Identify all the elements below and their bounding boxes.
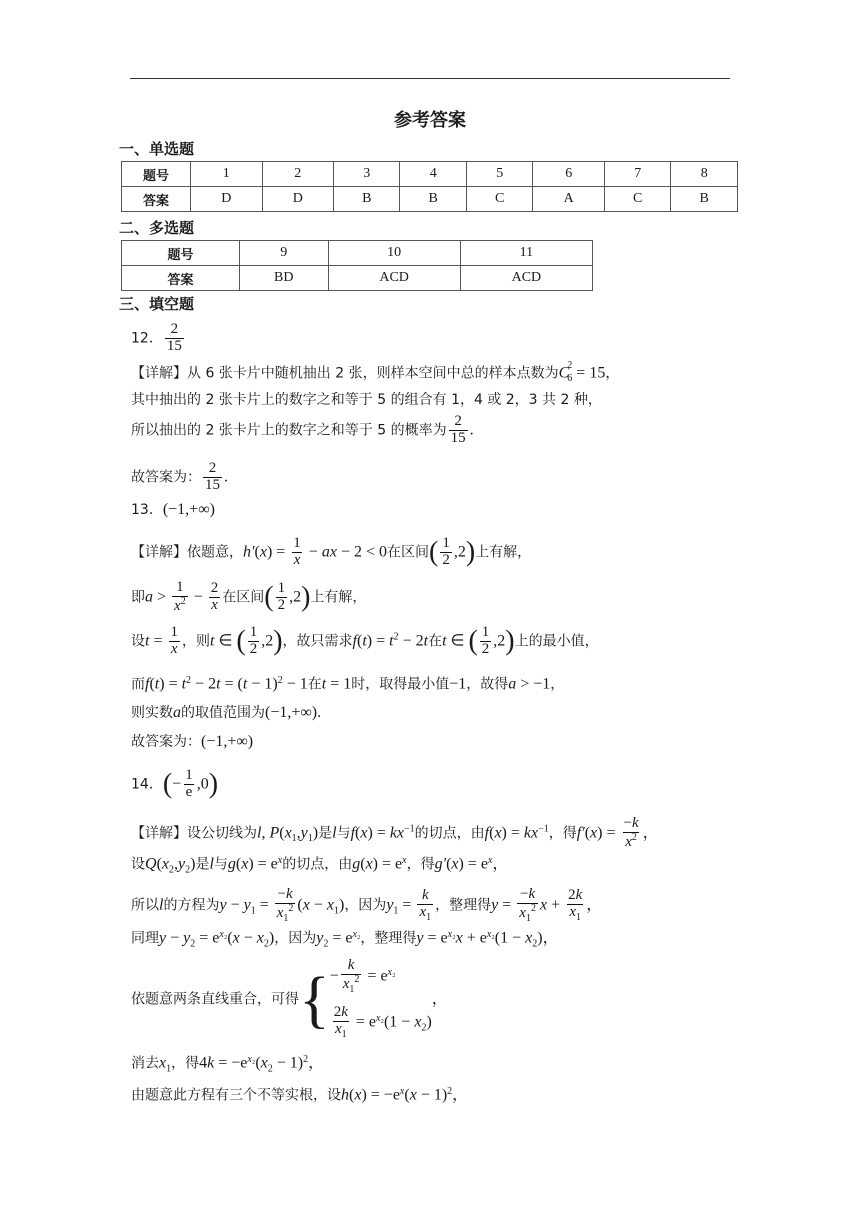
table-cell: C xyxy=(466,187,532,212)
q13-detail-line-2: 即a > $\frac{1}{x^2}$ − $\frac{2}{x}$ 在区间( $\frac{1}{2}$ ,2)上有解， xyxy=(131,579,367,614)
table-row xyxy=(122,187,738,212)
q13-detail-line-4: 而$f(t) = t^2 - 2t = (t - 1)^2 - 1$在t = 1时，取得最小值−1，故得a > −1， xyxy=(131,675,565,693)
table-cell: ACD xyxy=(328,266,460,291)
table-cell: 5 xyxy=(466,162,532,187)
question-number: 13． xyxy=(131,502,163,518)
table-cell: 11 xyxy=(460,241,592,266)
table-cell: C xyxy=(604,187,670,212)
table-cell: 2 xyxy=(262,162,334,187)
table-cell: 7 xyxy=(604,162,670,187)
q13-detail-line-5: 则实数a的取值范围为(−1,+∞). xyxy=(131,704,322,721)
q14-detail-line-7: 由题意此方程有三个不等实根，设$h(x) = -e^x(x - 1)^2$， xyxy=(131,1086,469,1104)
table-cell: 题号 xyxy=(122,241,240,266)
table-cell: B xyxy=(334,187,400,212)
table-row xyxy=(122,241,593,266)
table-row xyxy=(122,266,593,291)
single-choice-table xyxy=(121,161,738,212)
q14-detail-line-2: 设$Q(x_2,y_2)$是l与$g(x) = e^x$的切点，由$g(x) = e^x$，得$g'(x) = e^x$， xyxy=(131,855,509,876)
section-multiple-choice: 二、多选题 xyxy=(119,219,195,237)
q12-answer-line: 故答案为： $\frac{2}{15}$ . xyxy=(131,460,228,493)
page-title: 参考答案 xyxy=(394,110,466,131)
table-cell: 4 xyxy=(400,162,466,187)
table-cell: 8 xyxy=(671,162,738,187)
table-cell: 6 xyxy=(533,162,605,187)
table-cell: A xyxy=(533,187,605,212)
q12-detail-line-3: 所以抽出的 2 张卡片上的数字之和等于 5 的概率为 $\frac{2}{15}$ . xyxy=(131,413,474,446)
table-cell: ACD xyxy=(460,266,592,291)
q12-detail-line-1: 【详解】从 6 张卡片中随机抽出 2 张，则样本空间中总的样本点数为$C_6^2 = 15$， xyxy=(131,360,620,385)
table-cell: B xyxy=(671,187,738,212)
table-cell: 3 xyxy=(334,162,400,187)
q14-detail-line-5: 依题意两条直线重合，可得{ − $\frac{k}{x_1^2}$ = $e^{x_2}$ $\frac{2k}{x_1}$ = $e^{x_2}(1 - x_2)$ ， xyxy=(131,957,448,1040)
table-cell: 9 xyxy=(240,241,329,266)
table-cell: 1 xyxy=(191,162,263,187)
q14-detail-line-4: 同理$y - y_2 = e^{x_2}(x - x_2)$，因为$y_2 = e^{x_2}$，整理得$y = e^{x_2}x + e^{x_2}(1 - x_2)$， xyxy=(131,929,559,950)
table-cell: B xyxy=(400,187,466,212)
q14-detail-line-6: 消去$x_1$，得$4k = -e^{x_2}(x_2 - 1)^2$， xyxy=(131,1054,325,1075)
table-cell: 答案 xyxy=(122,187,191,212)
multiple-choice-table xyxy=(121,240,593,291)
section-single-choice: 一、单选题 xyxy=(119,140,195,158)
table-cell: D xyxy=(262,187,334,212)
table-cell: 题号 xyxy=(122,162,191,187)
table-cell: D xyxy=(191,187,263,212)
table-cell: 10 xyxy=(328,241,460,266)
q13-answer: 13．(−1,+∞) xyxy=(131,501,215,518)
section-fill-blank: 三、填空题 xyxy=(119,295,195,313)
q12-detail-line-2: 其中抽出的 2 张卡片上的数字之和等于 5 的组合有 1，4 或 2，3 共 2 种， xyxy=(131,392,602,408)
table-cell: 答案 xyxy=(122,266,240,291)
table-cell: BD xyxy=(240,266,329,291)
q14-answer: 14．(− $\frac{1}{e}$ ,0) xyxy=(131,767,219,800)
q14-detail-line-1: 【详解】设公切线为l, $P(x_1,y_1)$是l与$f(x) = kx^{-1}$的切点，由$f(x) = kx^{-1}$，得f′(x) = $\frac{-k}{x^2}$ ， xyxy=(131,815,659,850)
q13-answer-line: 故答案为：(−1,+∞) xyxy=(131,733,254,750)
question-number: 12． xyxy=(131,330,163,347)
q12-answer: 12． $\frac{2}{15}$ xyxy=(131,321,182,354)
q13-detail-line-3: 设t = $\frac{1}{x}$ ，则t ∈ ( $\frac{1}{2}$ ,2)，故只需求$f(t) = t^2 - 2t$在t ∈ ( $\frac{1}{2}$ ,2)上的最小值， xyxy=(131,624,599,657)
question-number: 14． xyxy=(131,776,163,793)
q13-detail-line-1: 【详解】依题意，h′(x) = $\frac{1}{x}$ − ax − 2 < 0在区间( $\frac{1}{2}$ ,2)上有解， xyxy=(131,535,532,568)
q14-detail-line-3: 所以l的方程为$y - y_1$ = $\frac{-k}{x_1^2}$ $(x - x_1)$，因为$y_1$ = $\frac{k}{x_1}$ ，整理得y = $\frac{-k}{x_1^2}$ x + $\frac{2k}{x_1}$ ， xyxy=(131,886,603,924)
table-row xyxy=(122,162,738,187)
header-rule xyxy=(130,78,730,79)
